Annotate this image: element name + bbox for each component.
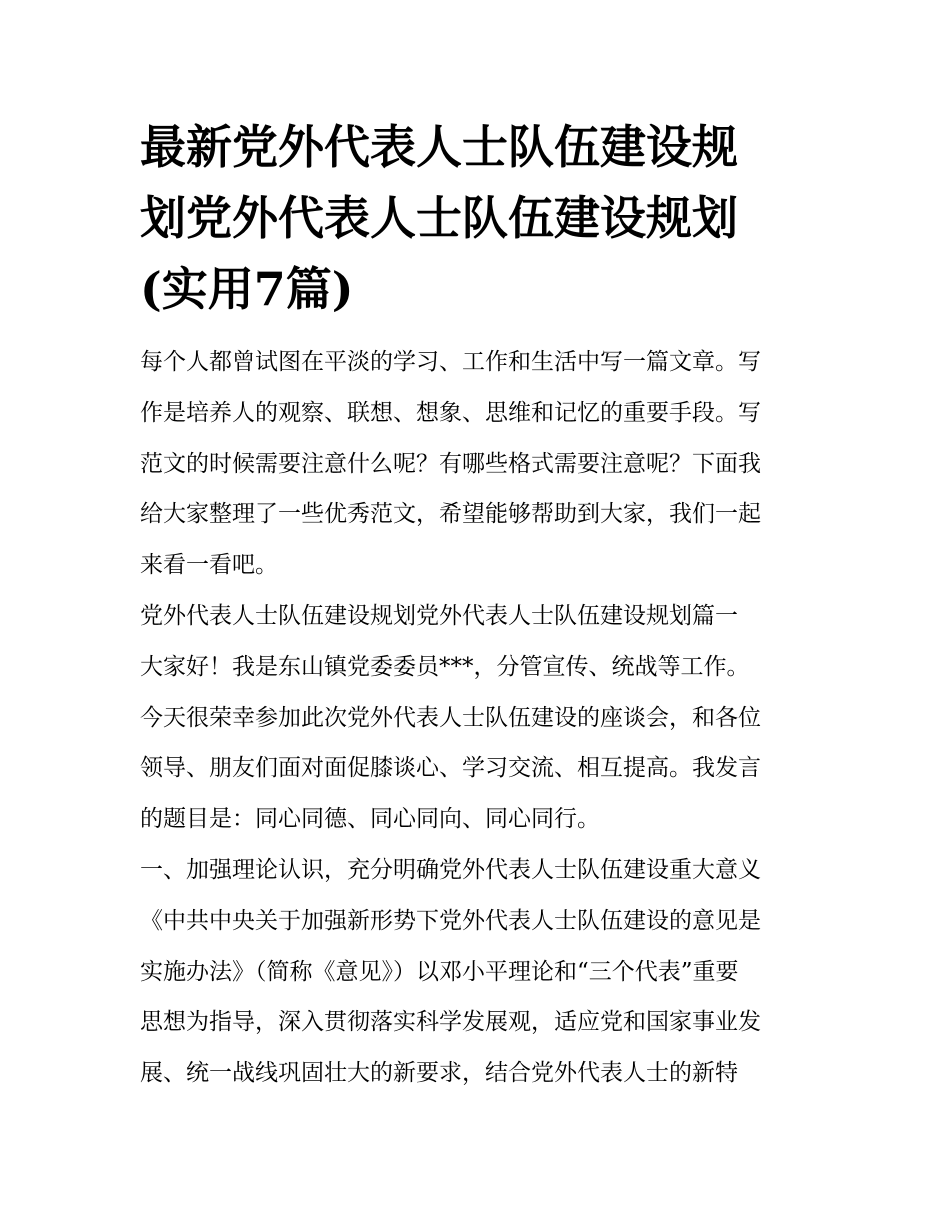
body-line-15: 展、统一战线巩固壮大的新要求，结合党外代表人士的新特 bbox=[140, 1060, 738, 1087]
document-content bbox=[140, 112, 812, 1099]
body-line-8: 今天很荣幸参加此次党外代表人士队伍建设的座谈会，和各位 bbox=[140, 704, 761, 731]
title-line-2: 划党外代表人士队伍建设规划 bbox=[140, 191, 738, 245]
body-line-9: 领导、朋友们面对面促膝谈心、学习交流、相互提高。我发言 bbox=[140, 755, 761, 782]
subsection-heading: 一、加强理论认识，充分明确党外代表人士队伍建设重大意义 bbox=[140, 856, 761, 883]
body-line-3: 范文的时候需要注意什么呢？有哪些格式需要注意呢？下面我 bbox=[140, 450, 761, 477]
document-body bbox=[140, 337, 812, 1099]
body-line-2: 作是培养人的观察、联想、想象、思维和记忆的重要手段。写 bbox=[140, 399, 761, 426]
body-line-14: 思想为指导，深入贯彻落实科学发展观，适应党和国家事业发 bbox=[140, 1009, 761, 1036]
body-line-7: 大家好！我是东山镇党委委员***，分管宣传、统战等工作。 bbox=[140, 653, 750, 680]
body-line-10: 的题目是：同心同德、同心同向、同心同行。 bbox=[140, 806, 600, 833]
title-line-3: (实用7篇) bbox=[140, 262, 354, 316]
body-line-4: 给大家整理了一些优秀范文，希望能够帮助到大家，我们一起 bbox=[140, 501, 761, 528]
body-line-13: 实施办法》（简称《意见》）以邓小平理论和“三个代表”重要 bbox=[140, 958, 739, 985]
body-line-1: 每个人都曾试图在平淡的学习、工作和生活中写一篇文章。写 bbox=[140, 349, 761, 375]
body-line-12: 《中共中央关于加强新形势下党外代表人士队伍建设的意见是 bbox=[140, 907, 761, 934]
section-heading: 党外代表人士队伍建设规划党外代表人士队伍建设规划篇一 bbox=[140, 602, 738, 629]
title-line-1: 最新党外代表人士队伍建设规 bbox=[140, 120, 738, 174]
body-line-5: 来看一看吧。 bbox=[140, 552, 278, 579]
document-title bbox=[140, 112, 812, 325]
